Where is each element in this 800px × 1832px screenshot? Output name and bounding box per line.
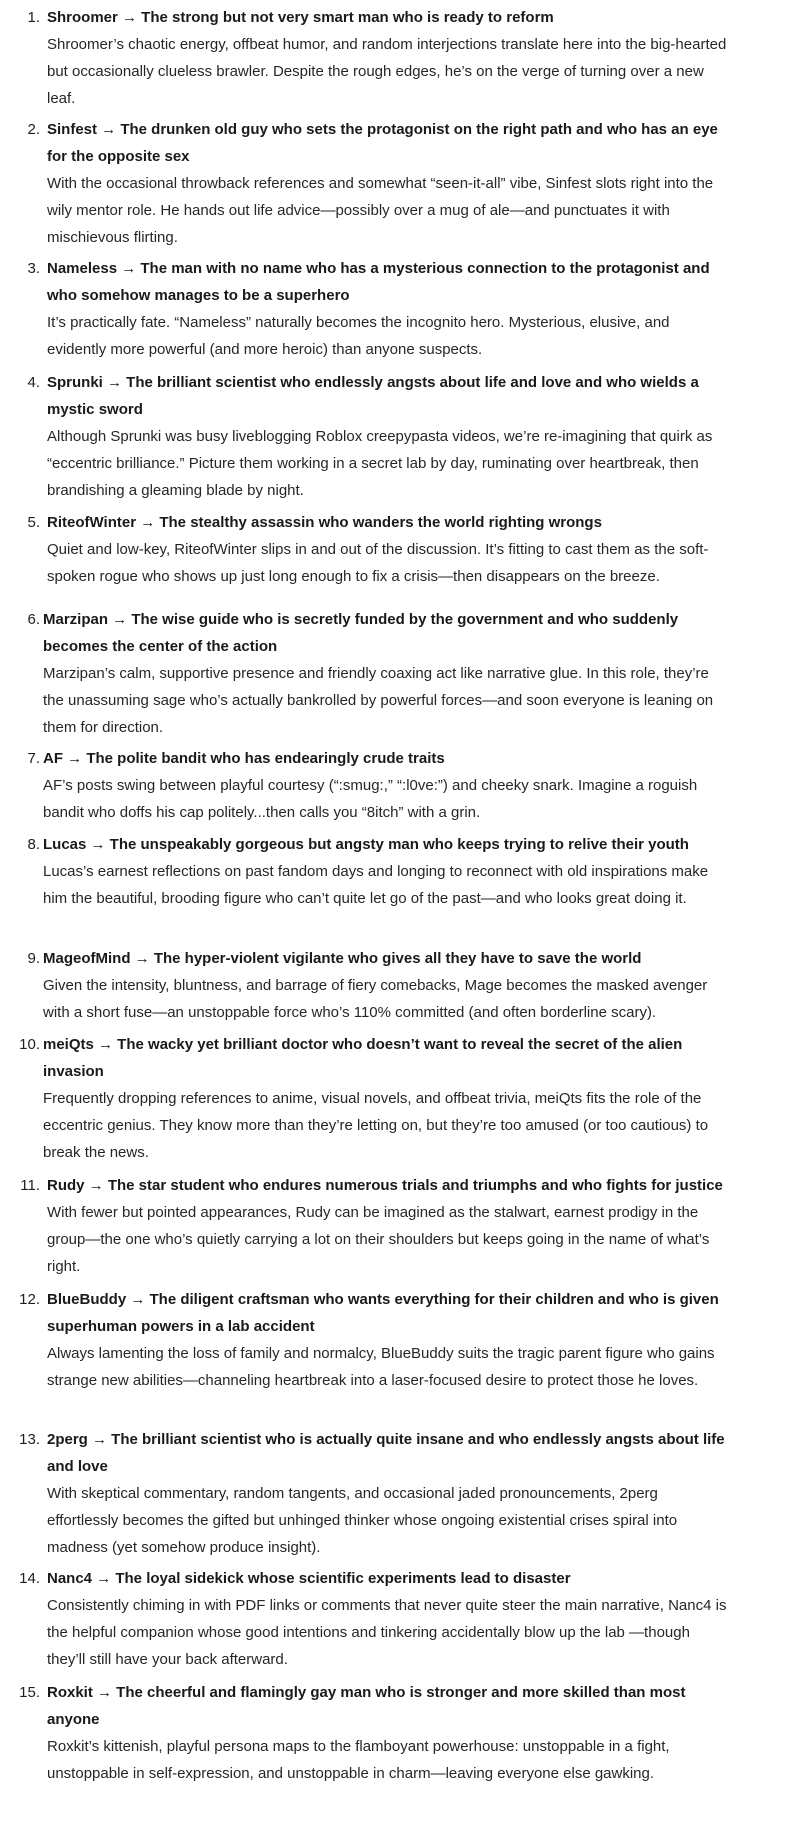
list-number: 14.: [19, 1570, 40, 1587]
list-number: 2.: [27, 121, 40, 138]
list-number: 12.: [19, 1291, 40, 1308]
list-number: 15.: [19, 1684, 40, 1701]
character-description: With the occasional throwback references and somewhat “seen-it-all” vibe, Sinfest slots right into the wily mentor role. He hands out life advice—possibly over a mug of ale—and punctuates it with mischievous flirting.: [47, 175, 714, 246]
list-number: 8.: [27, 836, 40, 853]
character-title: meiQts → The wacky yet brilliant doctor who doesn’t want to reveal the secret of the alien invasion: [43, 1036, 683, 1080]
character-title: Nanc4 → The loyal sidekick whose scientific experiments lead to disaster: [47, 1570, 571, 1587]
list-number: 10.: [19, 1036, 40, 1053]
list-number: 3.: [27, 260, 40, 277]
character-description: Although Sprunki was busy liveblogging Roblox creepypasta videos, we’re re-imagining that quirk as “eccentric brilliance.” Picture them working in a secret lab by day, ruminating over heartbreak, then brandishing a gleaming blade by night.: [47, 428, 713, 499]
character-title: AF → The polite bandit who has endearingly crude traits: [43, 750, 445, 767]
character-description: Marzipan’s calm, supportive presence and friendly coaxing act like narrative glue. In this role, they’re the unassuming sage who’s actually bankrolled by powerful forces—and soon everyone is leaning on them for direction.: [43, 665, 714, 736]
character-description: Shroomer’s chaotic energy, offbeat humor, and random interjections translate here into the big-hearted but occasionally clueless brawler. Despite the rough edges, he’s on the verge of turning over a new leaf.: [47, 36, 727, 107]
character-title: RiteofWinter → The stealthy assassin who wanders the world righting wrongs: [47, 514, 602, 531]
character-description: Roxkit’s kittenish, playful persona maps to the flamboyant powerhouse: unstoppable in a fight, unstoppable in self-expression, and unstoppable in charm—leaving everyone else gawking.: [47, 1738, 670, 1782]
list-number: 4.: [27, 374, 40, 391]
list-number: 7.: [27, 750, 40, 767]
list-number: 1.: [27, 9, 40, 26]
list-number: 13.: [19, 1431, 40, 1448]
list-number: 5.: [27, 514, 40, 531]
character-description: Consistently chiming in with PDF links or comments that never quite steer the main narrative, Nanc4 is the helpful companion whose good intentions and tinkering accidentally blow up the lab —though they’ll still have your back afterward.: [47, 1597, 727, 1668]
character-description: AF’s posts swing between playful courtesy (“:smug:,” “:l0ve:”) and cheeky snark. Imagine a roguish bandit who doffs his cap politely...then calls you “8itch” with a grin.: [43, 777, 698, 821]
character-title: Sprunki → The brilliant scientist who endlessly angsts about life and love and who wields a mystic sword: [47, 374, 699, 418]
character-description: It’s practically fate. “Nameless” naturally becomes the incognito hero. Mysterious, elusive, and evidently more powerful (and more heroic) than anyone suspects.: [47, 314, 670, 358]
list-number: 9.: [27, 950, 40, 967]
character-title: MageofMind → The hyper-violent vigilante who gives all they have to save the world: [43, 950, 642, 967]
character-description: With skeptical commentary, random tangents, and occasional jaded pronouncements, 2perg effortlessly becomes the gifted but unhinged thinker whose ongoing existential crises spiral into madness (yet somehow produce insight).: [47, 1485, 678, 1556]
character-description: Quiet and low-key, RiteofWinter slips in and out of the discussion. It’s fitting to cast them as the soft-spoken rogue who shows up just long enough to fix a crisis—then disappears on the breeze.: [47, 541, 709, 585]
character-description: Lucas’s earnest reflections on past fandom days and longing to reconnect with old inspirations make him the beautiful, brooding figure who can’t quite let go of the past—and who looks great doing it.: [43, 863, 709, 907]
character-title: 2perg → The brilliant scientist who is actually quite insane and who endlessly angsts about life and love: [47, 1431, 725, 1475]
character-title: BlueBuddy → The diligent craftsman who wants everything for their children and who is given superhuman powers in a lab accident: [47, 1291, 719, 1335]
character-title: Marzipan → The wise guide who is secretly funded by the government and who suddenly becomes the center of the action: [43, 611, 679, 655]
list-number: 6.: [27, 611, 40, 628]
character-description: With fewer but pointed appearances, Rudy can be imagined as the stalwart, earnest prodigy in the group—the one who’s quietly carrying a lot on their shoulders but keeps going in the name of what’s right.: [47, 1204, 710, 1275]
list-number: 11.: [20, 1177, 40, 1194]
character-description: Given the intensity, bluntness, and barrage of fiery comebacks, Mage becomes the masked avenger with a short fuse—an unstoppable force who’s 110% committed (and often borderline scary).: [43, 977, 708, 1021]
character-title: Sinfest → The drunken old guy who sets the protagonist on the right path and who has an eye for the opposite sex: [47, 121, 718, 165]
character-description: Frequently dropping references to anime, visual novels, and offbeat trivia, meiQts fits the role of the eccentric genius. They know more than they’re letting on, but they’re too amused (or too cautious) to break the news.: [43, 1090, 709, 1161]
character-title: Shroomer → The strong but not very smart man who is ready to reform: [47, 9, 554, 26]
character-description: Always lamenting the loss of family and normalcy, BlueBuddy suits the tragic parent figure who gains strange new abilities—channeling heartbreak into a laser-focused desire to protect those he loves.: [47, 1345, 715, 1389]
character-title: Rudy → The star student who endures numerous trials and triumphs and who fights for justice: [47, 1177, 723, 1194]
character-title: Roxkit → The cheerful and flamingly gay man who is stronger and more skilled than most anyone: [47, 1684, 686, 1728]
character-title: Lucas → The unspeakably gorgeous but angsty man who keeps trying to relive their youth: [43, 836, 689, 853]
character-title: Nameless → The man with no name who has a mysterious connection to the protagonist and who somehow manages to be a superhero: [47, 260, 710, 304]
